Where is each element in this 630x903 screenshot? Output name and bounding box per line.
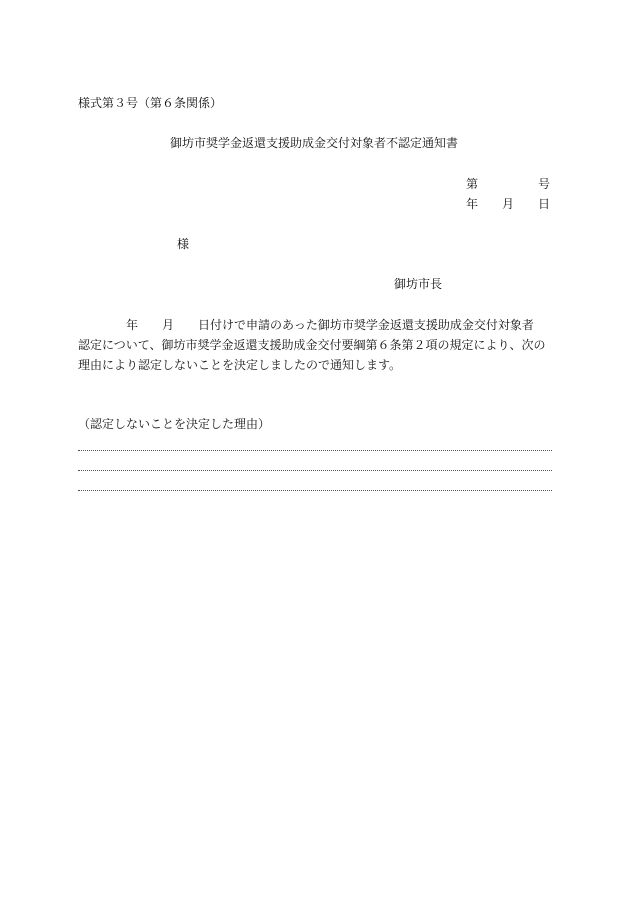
document-number: 第 号	[466, 177, 551, 191]
reason-heading: （認定しないことを決定した理由）	[78, 417, 271, 431]
addressee-suffix: 様	[177, 237, 190, 251]
body-line: 理由により認定しないことを決定しましたので通知します。	[78, 358, 402, 372]
reason-dotted-line	[78, 450, 552, 451]
issuer-name: 御坊市長	[394, 277, 443, 291]
body-line: 認定について、御坊市奨学金返還支援助成金交付要綱第６条第２項の規定により、次の	[78, 338, 546, 352]
reason-dotted-line	[78, 470, 552, 471]
reason-dotted-line	[78, 490, 552, 491]
document-title: 御坊市奨学金返還支援助成金交付対象者不認定通知書	[170, 136, 459, 150]
body-line: 年 月 日付けで申請のあった御坊市奨学金返還支援助成金交付対象者	[78, 318, 534, 332]
form-number: 様式第３号（第６条関係）	[78, 96, 223, 110]
document-date: 年 月 日	[466, 197, 551, 211]
